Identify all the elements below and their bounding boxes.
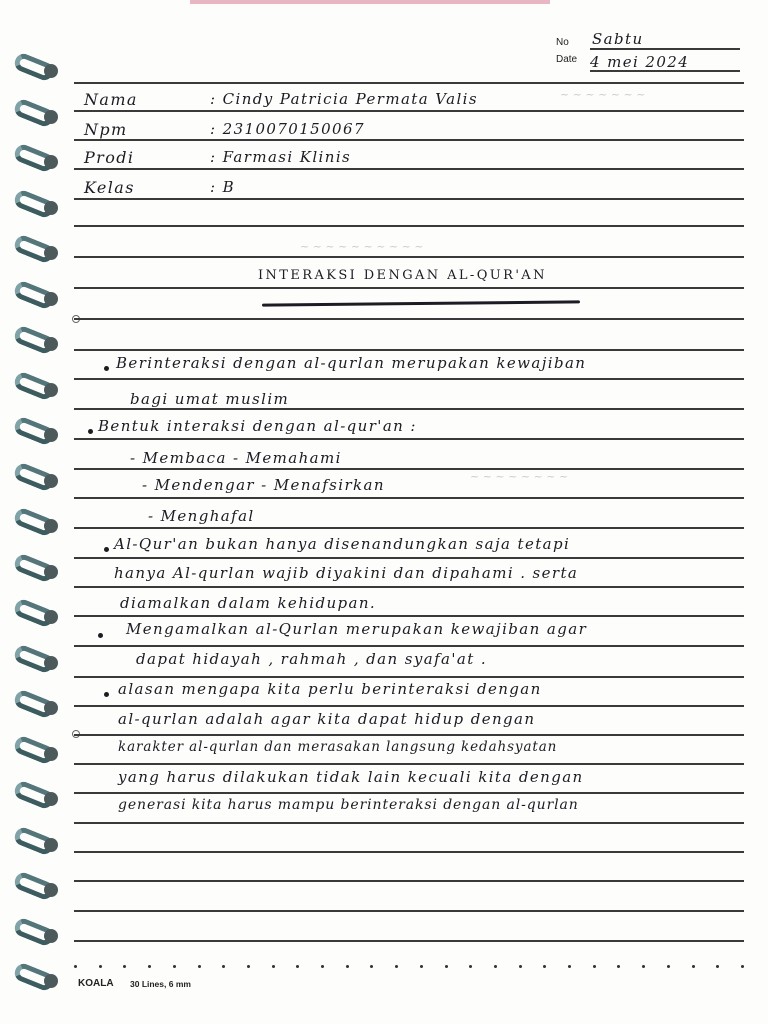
coil-hole <box>44 337 58 351</box>
ruled-line <box>74 822 744 824</box>
page-dot <box>346 965 349 968</box>
note-line: - Menghafal <box>148 507 255 525</box>
kelas-label: Kelas <box>84 178 135 197</box>
page-dot <box>148 965 151 968</box>
page-title: INTERAKSI DENGAN AL-QUR'AN <box>258 268 547 283</box>
page-dot <box>519 965 522 968</box>
title-underline <box>262 300 580 306</box>
spiral-coil <box>8 923 62 949</box>
spiral-coil <box>8 240 62 266</box>
note-line: alasan mengapa kita perlu berinteraksi dengan <box>118 680 542 698</box>
page-dot <box>716 965 719 968</box>
ruled-line <box>74 168 744 170</box>
page-dot <box>469 965 472 968</box>
coil-hole <box>44 883 58 897</box>
ruled-line <box>74 851 744 853</box>
ruled-line <box>74 497 744 499</box>
ruled-line <box>74 734 744 736</box>
page-dot <box>173 965 176 968</box>
coil-hole <box>44 565 58 579</box>
coil-hole <box>44 110 58 124</box>
page-dot <box>247 965 250 968</box>
note-line: - Membaca - Memahami <box>130 449 342 467</box>
note-line: - Mendengar - Menafsirkan <box>142 476 385 494</box>
coil-hole <box>44 474 58 488</box>
page-dot <box>543 965 546 968</box>
coil-hole <box>44 428 58 442</box>
ruled-line <box>74 318 744 320</box>
note-line: bagi umat muslim <box>130 390 290 408</box>
spiral-binding <box>8 58 72 988</box>
spiral-coil <box>8 149 62 175</box>
page-dot <box>692 965 695 968</box>
bullet <box>104 547 109 552</box>
note-line: al-qurlan adalah agar kita dapat hidup dengan <box>118 710 536 728</box>
ruled-line <box>74 287 744 289</box>
page-dot <box>420 965 423 968</box>
ruled-line <box>74 645 744 647</box>
bullet <box>88 429 93 434</box>
npm-value: : 2310070150067 <box>210 120 365 138</box>
bullet <box>104 366 109 371</box>
ruled-line <box>74 792 744 794</box>
spiral-coil <box>8 58 62 84</box>
coil-hole <box>44 838 58 852</box>
ruled-line <box>74 615 744 617</box>
page-top-edge <box>190 0 550 4</box>
note-line: generasi kita harus mampu berinteraksi dengan al-qurlan <box>118 797 579 813</box>
nama-value: : Cindy Patricia Permata Valis <box>210 90 478 108</box>
coil-hole <box>44 519 58 533</box>
page-dot <box>642 965 645 968</box>
page-dot <box>74 965 77 968</box>
coil-hole <box>44 246 58 260</box>
spiral-coil <box>8 741 62 767</box>
ruled-line <box>74 940 744 942</box>
spiral-coil <box>8 331 62 357</box>
ruled-line <box>74 586 744 588</box>
spiral-coil <box>8 513 62 539</box>
coil-hole <box>44 656 58 670</box>
note-line: Bentuk interaksi dengan al-qur'an : <box>98 417 417 435</box>
page-dot <box>198 965 201 968</box>
note-line: hanya Al-qurlan wajib diyakini dan dipahami . serta <box>114 564 579 582</box>
page-dot <box>222 965 225 968</box>
coil-hole <box>44 155 58 169</box>
spiral-coil <box>8 377 62 403</box>
ruled-line <box>74 198 744 200</box>
ruled-line <box>74 705 744 707</box>
bullet <box>104 692 109 697</box>
coil-hole <box>44 974 58 988</box>
note-line: Mengamalkan al-Qurlan merupakan kewajiban agar <box>126 620 588 638</box>
note-line: Al-Qur'an bukan hanya disenandungkan saja tetapi <box>114 535 571 553</box>
ruled-line <box>74 910 744 912</box>
prodi-value: : Farmasi Klinis <box>210 148 352 166</box>
page-dot <box>370 965 373 968</box>
coil-hole <box>44 610 58 624</box>
page-dot <box>123 965 126 968</box>
ruled-line <box>74 438 744 440</box>
page-dot <box>568 965 571 968</box>
spiral-coil <box>8 604 62 630</box>
page-dot <box>321 965 324 968</box>
coil-hole <box>44 201 58 215</box>
brand-logo-text: KOALA <box>78 978 114 989</box>
spiral-coil <box>8 422 62 448</box>
show-through-text: ~ ~ ~ ~ ~ ~ ~ ~ <box>470 470 569 483</box>
ruled-line <box>74 880 744 882</box>
page-dot <box>617 965 620 968</box>
spiral-coil <box>8 695 62 721</box>
page-dot <box>395 965 398 968</box>
ruled-line <box>74 139 744 141</box>
nama-label: Nama <box>84 90 138 109</box>
note-line: karakter al-qurlan dan merasakan langsung kedahsyatan <box>118 739 558 755</box>
coil-hole <box>44 383 58 397</box>
bullet <box>98 633 103 638</box>
coil-hole <box>44 747 58 761</box>
spiral-coil <box>8 832 62 858</box>
coil-hole <box>44 792 58 806</box>
ruled-line <box>74 82 744 84</box>
spiral-coil <box>8 968 62 994</box>
page-dot <box>593 965 596 968</box>
coil-hole <box>44 64 58 78</box>
ruled-line <box>74 468 744 470</box>
ruled-line <box>74 225 744 227</box>
page-dot <box>667 965 670 968</box>
ruled-line <box>74 408 744 410</box>
ruled-line <box>74 676 744 678</box>
spiral-coil <box>8 286 62 312</box>
ruled-line <box>74 763 744 765</box>
no-label: No <box>556 37 569 48</box>
spiral-coil <box>8 468 62 494</box>
ruled-line <box>74 110 744 112</box>
spiral-coil <box>8 877 62 903</box>
page-dot <box>272 965 275 968</box>
date-label: Date <box>556 54 578 65</box>
coil-hole <box>44 292 58 306</box>
spiral-coil <box>8 650 62 676</box>
ruled-line <box>74 378 744 380</box>
page-dot <box>296 965 299 968</box>
spiral-coil <box>8 559 62 585</box>
coil-hole <box>44 929 58 943</box>
paper-spec: 30 Lines, 6 mm <box>130 979 191 989</box>
page-dot <box>741 965 744 968</box>
prodi-label: Prodi <box>84 148 135 167</box>
page-dot <box>99 965 102 968</box>
kelas-value: : B <box>210 178 236 196</box>
npm-label: Npm <box>84 120 128 139</box>
coil-hole <box>44 701 58 715</box>
page-dot <box>445 965 448 968</box>
note-line: dapat hidayah , rahmah , dan syafa'at . <box>136 650 487 668</box>
spiral-coil <box>8 786 62 812</box>
page-dot-row <box>74 962 744 970</box>
no-value: Sabtu <box>592 30 644 48</box>
spiral-coil <box>8 104 62 130</box>
show-through-text: ~ ~ ~ ~ ~ ~ ~ <box>560 88 646 101</box>
note-line: yang harus dilakukan tidak lain kecuali kita dengan <box>118 768 584 786</box>
note-line: Berinteraksi dengan al-qurlan merupakan kewajiban <box>116 354 587 372</box>
spiral-coil <box>8 195 62 221</box>
ruled-line <box>74 557 744 559</box>
ruled-line <box>74 527 744 529</box>
page-dot <box>494 965 497 968</box>
show-through-text: ~ ~ ~ ~ ~ ~ ~ ~ ~ ~ <box>300 240 424 253</box>
date-value: 4 mei 2024 <box>590 53 690 71</box>
no-rule <box>590 48 740 50</box>
ruled-line <box>74 349 744 351</box>
ruled-line <box>74 256 744 258</box>
note-line: diamalkan dalam kehidupan. <box>120 594 377 612</box>
